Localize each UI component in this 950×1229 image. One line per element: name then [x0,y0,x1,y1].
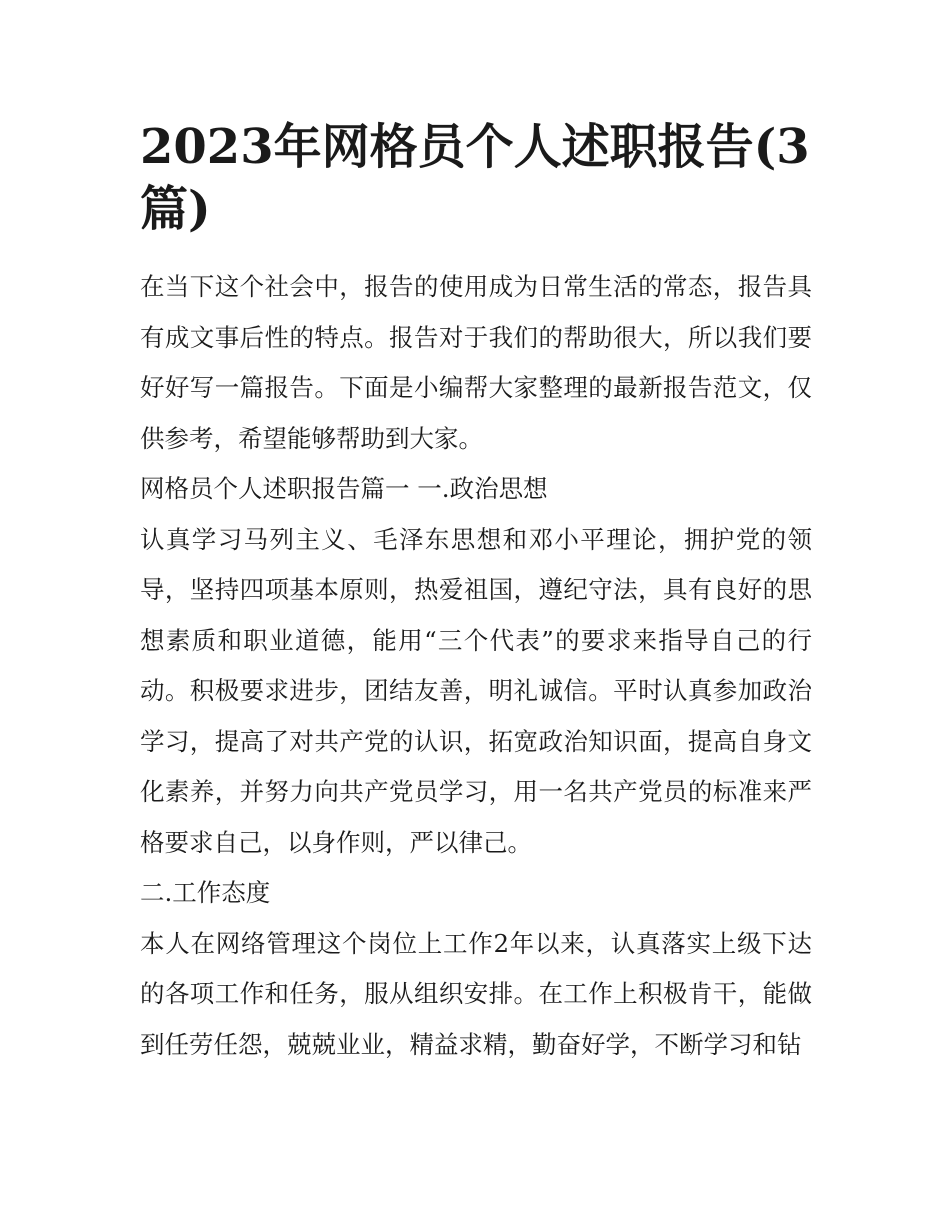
section-heading-politics: 网格员个人述职报告篇一 一.政治思想 [140,474,548,503]
attitude-paragraph: 本人在网络管理这个岗位上工作2年以来，认真落实上级下达的各项工作和任务，服从组织安排。在工作上积极肯干，能做到任劳任怨，兢兢业业，精益求精，勤奋好学，不断学习和钻 [140,928,812,1059]
section-heading-attitude: 二.工作态度 [140,878,271,907]
intro-paragraph: 在当下这个社会中，报告的使用成为日常生活的常态，报告具有成文事后性的特点。报告对于我们的帮助很大，所以我们要好好写一篇报告。下面是小编帮大家整理的最新报告范文，仅供参考，希望能够帮助到大家。 [140,272,812,453]
politics-paragraph: 认真学习马列主义、毛泽东思想和邓小平理论，拥护党的领导，坚持四项基本原则，热爱祖国，遵纪守法，具有良好的思想素质和职业道德，能用“三个代表”的要求来指导自己的行动。积极要求进步，团结友善，明礼诚信。平时认真参加政治学习，提高了对共产党的认识，拓宽政治知识面，提高自身文化素养，并努力向共产党员学习，用一名共产党员的标准来严格要求自己，以身作则，严以律己。 [140,524,812,857]
document-title: 2023年网格员个人述职报告(3篇) [140,119,810,237]
document-body [140,116,812,1070]
